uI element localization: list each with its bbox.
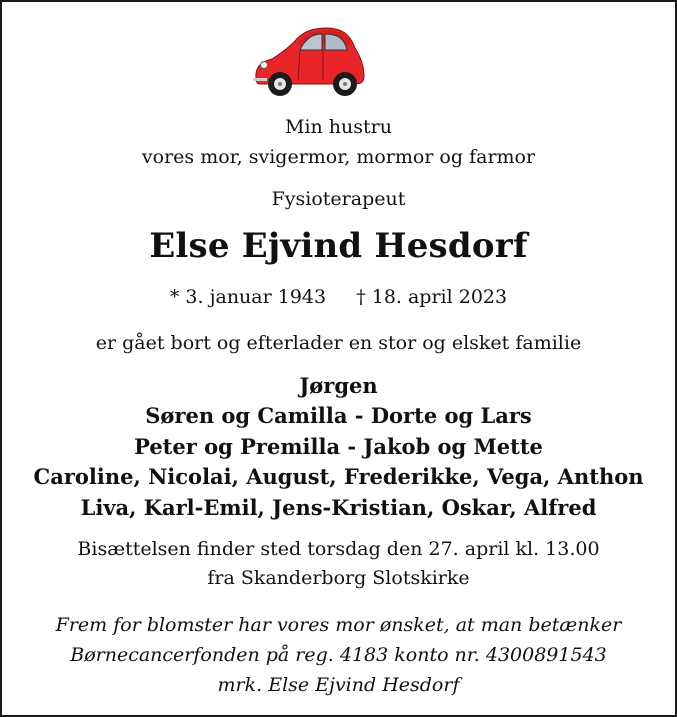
- life-dates: [2, 286, 675, 308]
- family-line-5: Liva, Karl-Emil, Jens-Kristian, Oskar, Alfred: [80, 495, 597, 520]
- obituary-notice: [2, 2, 675, 715]
- intro-line-1: Min hustru: [285, 116, 392, 138]
- birth-date: * 3. januar 1943: [169, 286, 327, 308]
- occupation: Fysioterapeut: [271, 188, 406, 210]
- family-line-3: Peter og Premilla - Jakob og Mette: [134, 434, 543, 459]
- passing-text: er gået bort og efterlader en stor og elsket familie: [95, 332, 582, 354]
- note-line-1: Frem for blomster har vores mor ønsket, at man betænker: [55, 614, 622, 636]
- family-line-4: Caroline, Nicolai, August, Frederikke, Vega, Anthon: [33, 464, 644, 489]
- ceremony-line-1: Bisættelsen finder sted torsdag den 27. april kl. 13.00: [77, 538, 600, 560]
- note-line-3: mrk. Else Ejvind Hesdorf: [217, 674, 460, 696]
- note-line-2: Børnecancerfonden på reg. 4183 konto nr. 4300891543: [70, 644, 607, 666]
- family-line-1: Jørgen: [299, 373, 378, 398]
- ceremony-line-2: fra Skanderborg Slotskirke: [207, 567, 470, 589]
- family-line-2: Søren og Camilla - Dorte og Lars: [145, 403, 532, 428]
- death-date: † 18. april 2023: [356, 286, 508, 308]
- intro-line-2: vores mor, svigermor, mormor og farmor: [141, 146, 536, 168]
- red-vintage-car-icon: [250, 18, 368, 102]
- deceased-name: Else Ejvind Hesdorf: [149, 226, 528, 266]
